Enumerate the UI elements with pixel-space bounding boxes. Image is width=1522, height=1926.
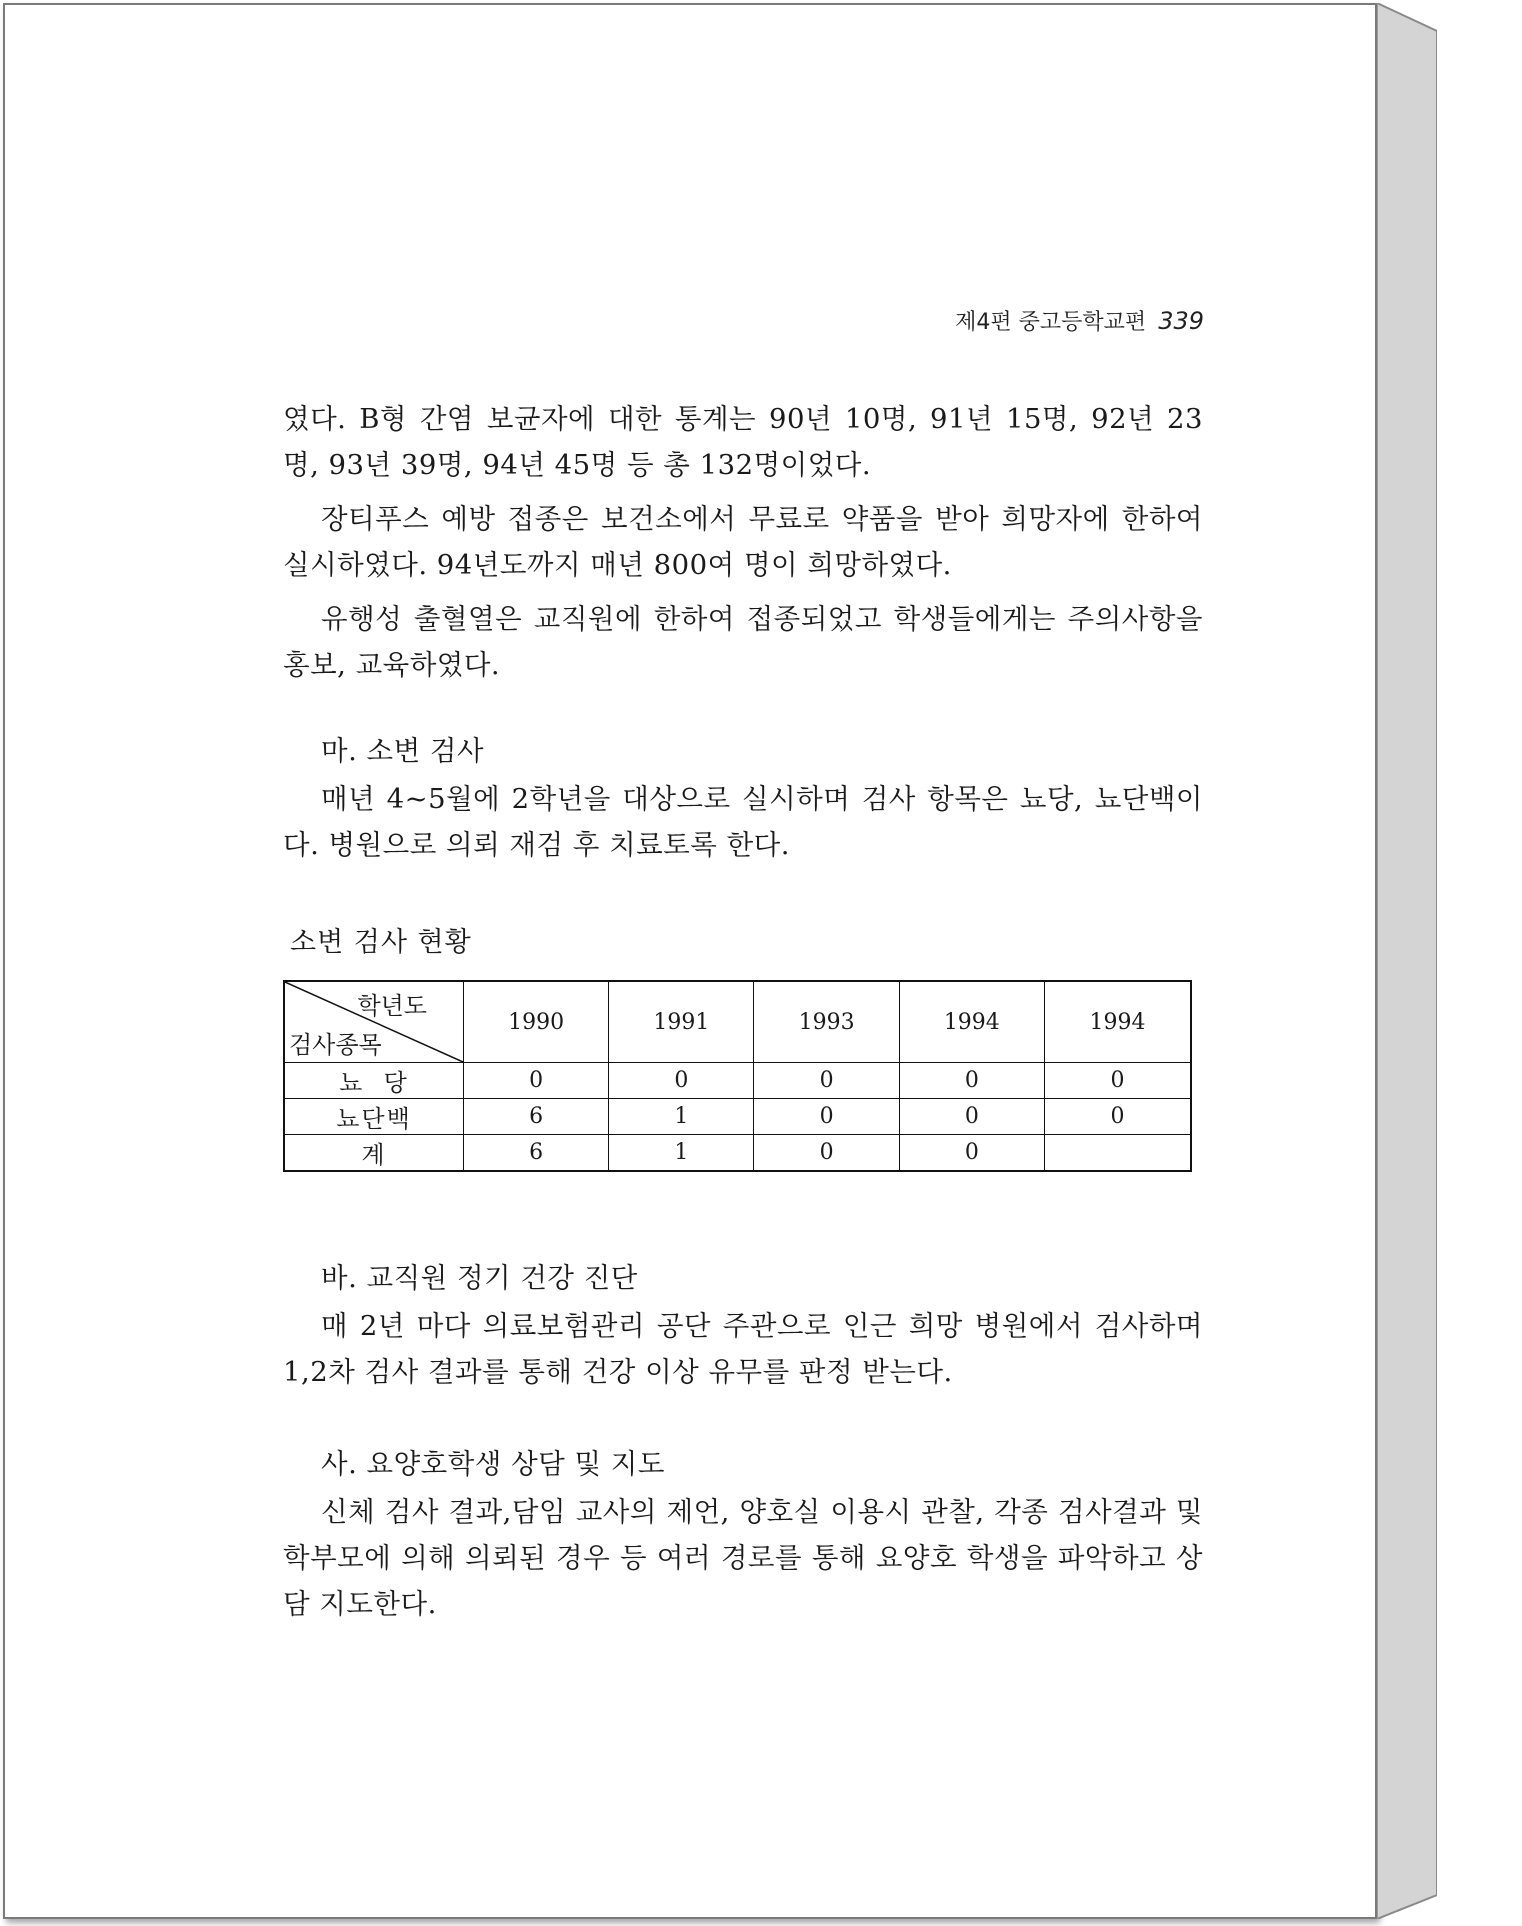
lower-text-block <box>283 1255 1203 1627</box>
year-header: 1994 <box>899 981 1044 1063</box>
table-cell: 0 <box>899 1063 1044 1099</box>
paragraph-1-line-2: 명, 93년 39명, 94년 45명 등 총 132명이었다. <box>283 449 872 481</box>
urine-test-table <box>283 980 1192 1172</box>
year-header: 1990 <box>464 981 609 1063</box>
row-label: 뇨 당 <box>284 1063 464 1099</box>
table-cell: 1 <box>609 1099 754 1135</box>
table-cell: 6 <box>464 1099 609 1135</box>
paragraph-urine-test: 매년 4~5월에 2학년을 대상으로 실시하며 검사 항목은 뇨당, 뇨단백이다. 병원으로 의뢰 재검 후 치료토록 한다. <box>283 783 1203 861</box>
table-cell: 0 <box>1044 1099 1191 1135</box>
table-row <box>284 1135 1191 1172</box>
section-heading-urine-test: 마. 소변 검사 <box>321 735 485 767</box>
running-head-label: 제4편 중고등학교편 <box>955 310 1147 335</box>
table-cell: 6 <box>464 1135 609 1172</box>
table-cell: 0 <box>464 1063 609 1099</box>
year-header: 1993 <box>754 981 899 1063</box>
table-row <box>284 1099 1191 1135</box>
table-cell: 0 <box>754 1135 899 1172</box>
running-head <box>955 305 1204 336</box>
table-cell: 0 <box>899 1099 1044 1135</box>
table-row <box>284 1063 1191 1099</box>
table-header-row <box>284 981 1191 1063</box>
table-corner-cell <box>284 981 464 1063</box>
table-cell: 0 <box>899 1135 1044 1172</box>
paragraph-typhoid: 장티푸스 예방 접종은 보건소에서 무료로 약품을 받아 희망자에 한하여 실시하였다. 94년도까지 매년 800여 명이 희망하였다. <box>283 503 1203 581</box>
upper-text-block <box>283 396 1203 868</box>
table-cell: 0 <box>1044 1063 1191 1099</box>
row-label: 계 <box>284 1135 464 1172</box>
table-cell: 0 <box>754 1099 899 1135</box>
corner-year-label: 학년도 <box>357 992 427 1020</box>
table-cell: 0 <box>754 1063 899 1099</box>
paragraph-student-care: 신체 검사 결과,담임 교사의 제언, 양호실 이용시 관찰, 각종 검사결과 및 학부모에 의해 의뢰된 경우 등 여러 경로를 통해 요양호 학생을 파악하고 상담 지도한다. <box>283 1496 1203 1620</box>
section-heading-student-care: 사. 요양호학생 상담 및 지도 <box>321 1448 665 1480</box>
year-header: 1994 <box>1044 981 1191 1063</box>
table-cell: 0 <box>609 1063 754 1099</box>
table-cell <box>1044 1135 1191 1172</box>
book-page-edge <box>1377 3 1437 1919</box>
table-caption: 소변 검사 현황 <box>290 927 472 958</box>
year-header: 1991 <box>609 981 754 1063</box>
paragraph-hemorrhagic-fever: 유행성 출혈열은 교직원에 한하여 접종되었고 학생들에게는 주의사항을 홍보, 교육하였다. <box>283 603 1203 681</box>
row-label: 뇨단백 <box>284 1099 464 1135</box>
page-number: 339 <box>1158 307 1204 335</box>
section-heading-staff-checkup: 바. 교직원 정기 건강 진단 <box>321 1262 638 1294</box>
table-cell: 1 <box>609 1135 754 1172</box>
paragraph-1-line-1: 였다. B형 간염 보균자에 대한 통계는 90년 10명, 91년 15명, 92년 23 <box>283 403 1203 435</box>
book-page <box>3 3 1377 1919</box>
corner-item-label: 검사종목 <box>289 1031 382 1059</box>
paragraph-staff-checkup: 매 2년 마다 의료보험관리 공단 주관으로 인근 희망 병원에서 검사하며 1,2차 검사 결과를 통해 건강 이상 유무를 판정 받는다. <box>283 1310 1203 1388</box>
